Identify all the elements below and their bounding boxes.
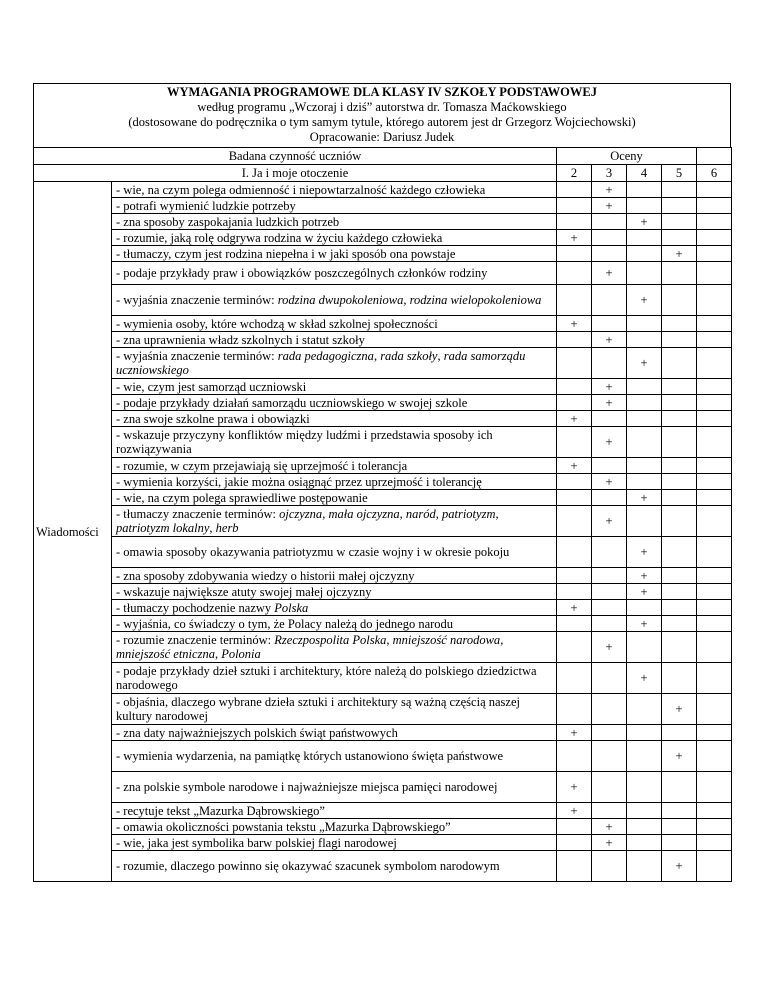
requirement-text: - wie, na czym polega sprawiedliwe postępowanie [112,490,557,506]
grade-cell [662,600,697,616]
grade-mark: + [592,427,627,458]
requirement-text: - wymienia osoby, które wchodzą w skład szkolnej społeczności [112,316,557,332]
requirement-row [34,198,732,214]
grade-cell [557,427,592,458]
grade-cell [627,851,662,882]
requirement-text: - zna daty najważniejszych polskich świąt państwowych [112,725,557,741]
requirement-row [34,803,732,819]
grade-cell [557,616,592,632]
grade-mark: + [592,819,627,835]
requirement-row [34,490,732,506]
grade-2-header: 2 [557,165,592,182]
grade-mark: + [627,568,662,584]
requirement-row [34,246,732,262]
grade-cell [697,285,732,316]
grade-cell [592,803,627,819]
grade-cell [592,851,627,882]
requirement-row [34,182,732,198]
grade-cell [627,694,662,725]
grade-mark: + [557,725,592,741]
requirement-row [34,819,732,835]
grade-cell [592,230,627,246]
grade-cell [627,427,662,458]
document-title: WYMAGANIA PROGRAMOWE DLA KLASY IV SZKOŁY PODSTAWOWEJ [167,85,597,99]
grade-cell [592,725,627,741]
requirement-text: - recytuje tekst „Mazurka Dąbrowskiego” [112,803,557,819]
grade-cell [697,537,732,568]
requirement-text: - wie, jaka jest symbolika barw polskiej flagi narodowej [112,835,557,851]
grade-cell [592,741,627,772]
grade-mark: + [627,348,662,379]
grade-cell [662,490,697,506]
requirement-text: - wskazuje przyczyny konfliktów między ludźmi i przedstawia sposoby ich rozwiązywania [112,427,557,458]
grade-cell [592,584,627,600]
requirement-row [34,379,732,395]
grade-mark: + [627,616,662,632]
grade-cell [697,851,732,882]
document [33,83,731,882]
grade-cell [557,584,592,600]
grade-cell [662,616,697,632]
requirement-row [34,332,732,348]
grade-cell [557,379,592,395]
grade-mark: + [557,411,592,427]
grade-cell [557,332,592,348]
grade-cell [662,230,697,246]
grade-cell [557,819,592,835]
grade-cell [627,198,662,214]
grade-cell [697,584,732,600]
requirement-row [34,694,732,725]
grade-cell [557,395,592,411]
grade-cell [697,332,732,348]
grade-cell [697,819,732,835]
grade-mark: + [557,772,592,803]
grade-mark: + [557,803,592,819]
grade-mark: + [592,632,627,663]
grade-cell [592,694,627,725]
grade-cell [592,214,627,230]
category-label: Wiadomości [34,182,112,882]
requirement-text: - rozumie, dlaczego powinno się okazywać szacunek symbolom narodowym [112,851,557,882]
grade-cell [662,427,697,458]
grade-mark: + [662,694,697,725]
grade-cell [557,694,592,725]
grade-cell [697,182,732,198]
requirement-text: - tłumaczy pochodzenie nazwy Polska [112,600,557,616]
requirement-row [34,506,732,537]
grade-cell [662,819,697,835]
requirement-row [34,395,732,411]
grade-cell [627,379,662,395]
grade-mark: + [627,214,662,230]
requirement-text: - rozumie znaczenie terminów: Rzeczpospolita Polska, mniejszość narodowa, mniejszość etniczna, Polonia [112,632,557,663]
activity-column-header: Badana czynność uczniów [34,148,557,165]
requirement-text: - zna sposoby zaspokajania ludzkich potrzeb [112,214,557,230]
textbook-note: (dostosowane do podręcznika o tym samym tytule, którego autorem jest dr Grzegorz Wojciechowski) [128,115,636,129]
grade-cell [662,663,697,694]
requirement-row [34,348,732,379]
requirement-row [34,772,732,803]
grade-cell [697,803,732,819]
requirement-row [34,663,732,694]
grade-cell [557,632,592,663]
grade-cell [697,198,732,214]
grade-cell [592,246,627,262]
grade-cell [662,379,697,395]
grade-cell [627,819,662,835]
requirement-row [34,568,732,584]
grade-mark: + [592,182,627,198]
grade-cell [697,490,732,506]
grade-cell [557,198,592,214]
grade-mark: + [557,458,592,474]
grade-cell [697,348,732,379]
document-header [33,83,731,147]
requirement-text: - wyjaśnia znaczenie terminów: rada pedagogiczna, rada szkoły, rada samorządu uczniowskiego [112,348,557,379]
grade-cell [627,230,662,246]
grade-mark: + [592,835,627,851]
requirement-text: - wyjaśnia znaczenie terminów: rodzina dwupokoleniowa, rodzina wielopokoleniowa [112,285,557,316]
grade-5-header: 5 [662,165,697,182]
grade-cell [557,214,592,230]
grade-cell [662,214,697,230]
grade-cell [592,616,627,632]
grade-mark: + [592,198,627,214]
grade-cell [662,458,697,474]
grade-cell [697,568,732,584]
grade-cell [557,537,592,568]
grade-cell [627,411,662,427]
grade-mark: + [627,663,662,694]
requirement-row [34,600,732,616]
grade-cell [557,262,592,285]
grade-cell [557,474,592,490]
grade-cell [697,663,732,694]
grade-cell [592,316,627,332]
grade-cell [697,474,732,490]
requirement-row [34,584,732,600]
grade-cell [662,316,697,332]
requirement-row [34,427,732,458]
grade-cell [592,458,627,474]
requirement-text: - rozumie, w czym przejawiają się uprzejmość i tolerancja [112,458,557,474]
requirement-text: - wie, na czym polega odmienność i niepowtarzalność każdego człowieka [112,182,557,198]
grade-cell [557,741,592,772]
grade-cell [697,835,732,851]
requirement-text: - omawia okoliczności powstania tekstu „Mazurka Dąbrowskiego” [112,819,557,835]
grade-cell [697,427,732,458]
grade-cell [697,506,732,537]
grade-cell [662,474,697,490]
grade-cell [557,348,592,379]
requirement-text: - rozumie, jaką rolę odgrywa rodzina w życiu każdego człowieka [112,230,557,246]
grade-cell [697,379,732,395]
grade-cell [627,332,662,348]
requirement-text: - objaśnia, dlaczego wybrane dzieła sztuki i architektury są ważną częścią naszej kultury narodowej [112,694,557,725]
grade-cell [557,506,592,537]
requirement-text: - tłumaczy znaczenie terminów: ojczyzna, mała ojczyzna, naród, patriotyzm, patriotyzm lokalny, herb [112,506,557,537]
grade-cell [627,458,662,474]
grade-mark: + [557,230,592,246]
requirement-row [34,230,732,246]
grade-cell [662,568,697,584]
requirement-row [34,616,732,632]
grade-cell [592,537,627,568]
requirement-text: - podaje przykłady działań samorządu uczniowskiego w swojej szkole [112,395,557,411]
grade-cell [627,262,662,285]
grade-cell [662,262,697,285]
grade-mark: + [627,285,662,316]
grade-6-header: 6 [697,165,732,182]
grade-cell [557,568,592,584]
grade-mark: + [662,851,697,882]
requirement-text: - omawia sposoby okazywania patriotyzmu w czasie wojny i w okresie pokoju [112,537,557,568]
requirement-row [34,285,732,316]
grade-cell [697,725,732,741]
grade-cell [697,230,732,246]
grade-cell [592,411,627,427]
grade-cell [697,694,732,725]
grade-cell [662,348,697,379]
grade-cell [592,285,627,316]
grade-cell [697,316,732,332]
grade-cell [557,285,592,316]
requirement-row [34,411,732,427]
grade-cell [627,506,662,537]
grade-mark: + [557,316,592,332]
grade-3-header: 3 [592,165,627,182]
grade-cell [697,411,732,427]
grade-cell [557,851,592,882]
requirement-text: - podaje przykłady dzieł sztuki i architektury, które należą do polskiego dziedzictwa narodowego [112,663,557,694]
grade-cell [662,584,697,600]
grades-header-spacer [697,148,732,165]
grade-cell [662,835,697,851]
grade-cell [697,214,732,230]
requirement-row [34,851,732,882]
grade-mark: + [592,506,627,537]
grade-mark: + [627,584,662,600]
author-line: Opracowanie: Dariusz Judek [309,130,455,144]
grade-cell [627,772,662,803]
grade-cell [592,663,627,694]
grade-cell [697,458,732,474]
grade-cell [627,741,662,772]
grade-cell [627,725,662,741]
grade-cell [557,182,592,198]
requirements-table [33,147,732,882]
requirement-row [34,474,732,490]
grade-cell [662,506,697,537]
requirement-row [34,458,732,474]
requirement-text: - wyjaśnia, co świadczy o tym, że Polacy należą do jednego narodu [112,616,557,632]
requirement-text: - potrafi wymienić ludzkie potrzeby [112,198,557,214]
grade-cell [627,395,662,411]
requirement-text: - zna swoje szkolne prawa i obowiązki [112,411,557,427]
requirement-text: - wie, czym jest samorząd uczniowski [112,379,557,395]
grade-cell [697,772,732,803]
grade-cell [627,600,662,616]
grade-mark: + [592,379,627,395]
grade-cell [627,316,662,332]
requirement-text: - wskazuje największe atuty swojej małej ojczyzny [112,584,557,600]
requirement-row [34,214,732,230]
grade-cell [662,772,697,803]
program-line: według programu „Wczoraj i dziś” autorstwa dr. Tomasza Maćkowskiego [197,100,567,114]
grade-cell [627,803,662,819]
grade-cell [592,348,627,379]
grade-cell [592,490,627,506]
grade-cell [592,600,627,616]
grade-cell [662,182,697,198]
requirement-text: - zna sposoby zdobywania wiedzy o historii małej ojczyzny [112,568,557,584]
grade-cell [697,741,732,772]
grade-mark: + [662,246,697,262]
grade-mark: + [592,332,627,348]
grade-cell [662,285,697,316]
grade-cell [662,411,697,427]
grade-cell [697,632,732,663]
requirement-row [34,741,732,772]
grade-mark: + [592,395,627,411]
requirement-row [34,537,732,568]
grade-cell [662,803,697,819]
grade-mark: + [627,490,662,506]
grade-mark: + [557,600,592,616]
requirement-text: - wymienia wydarzenia, na pamiątkę których ustanowiono święta państwowe [112,741,557,772]
grade-cell [627,632,662,663]
grade-cell [627,474,662,490]
section-title: I. Ja i moje otoczenie [34,165,557,182]
grade-cell [697,600,732,616]
grade-cell [662,395,697,411]
grade-mark: + [592,262,627,285]
requirement-row [34,632,732,663]
grade-cell [662,198,697,214]
grade-cell [557,835,592,851]
grade-cell [557,663,592,694]
grade-cell [592,568,627,584]
requirement-text: - podaje przykłady praw i obowiązków poszczególnych członków rodziny [112,262,557,285]
grade-cell [662,725,697,741]
grade-cell [662,537,697,568]
grade-cell [627,182,662,198]
grade-cell [697,616,732,632]
grade-cell [662,332,697,348]
requirement-row [34,725,732,741]
grade-mark: + [662,741,697,772]
requirement-text: - zna uprawnienia władz szkolnych i statut szkoły [112,332,557,348]
grade-4-header: 4 [627,165,662,182]
grade-cell [697,246,732,262]
requirement-row [34,316,732,332]
grade-cell [592,772,627,803]
grade-cell [627,835,662,851]
grades-column-header: Oceny [557,148,697,165]
requirement-row [34,835,732,851]
requirement-text: - tłumaczy, czym jest rodzina niepełna i w jaki sposób ona powstaje [112,246,557,262]
requirement-text: - zna polskie symbole narodowe i najważniejsze miejsca pamięci narodowej [112,772,557,803]
grade-cell [697,262,732,285]
grade-cell [557,490,592,506]
requirement-row [34,262,732,285]
grade-cell [627,246,662,262]
grade-cell [697,395,732,411]
grade-cell [557,246,592,262]
grade-mark: + [627,537,662,568]
grade-cell [662,632,697,663]
requirement-text: - wymienia korzyści, jakie można osiągnąć przez uprzejmość i tolerancję [112,474,557,490]
grade-mark: + [592,474,627,490]
